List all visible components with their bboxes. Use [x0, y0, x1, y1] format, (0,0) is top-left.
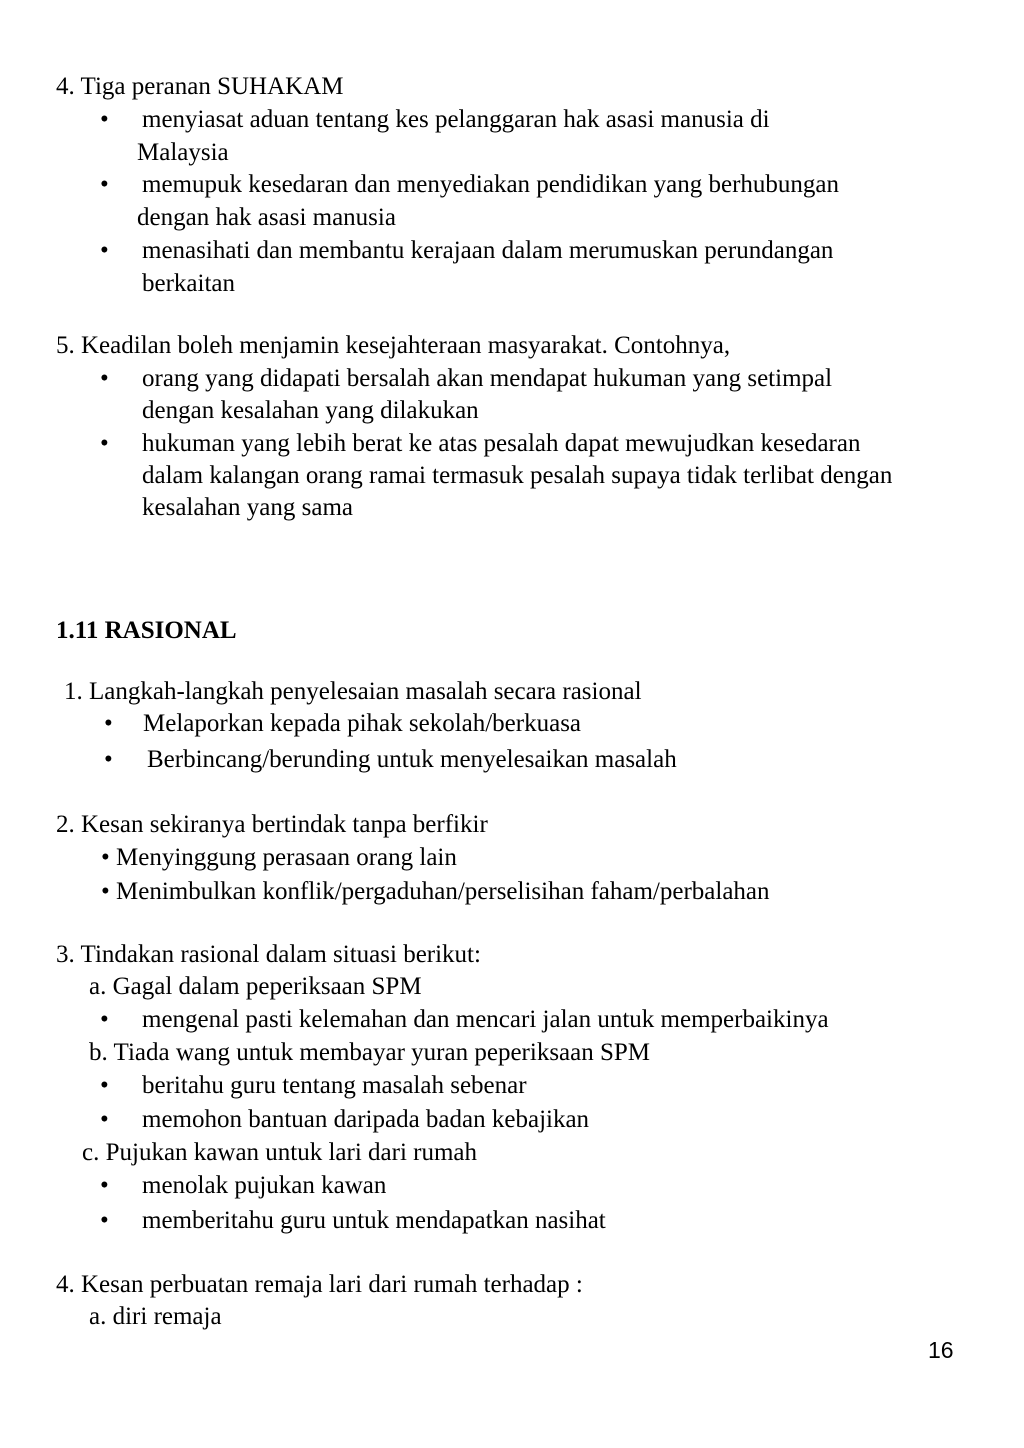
list-item: • Menimbulkan konflik/pergaduhan/perselisihan faham/perbalahan — [101, 878, 770, 905]
section-title: 4. Tiga peranan SUHAKAM — [56, 73, 344, 100]
bullet-icon: • — [100, 106, 109, 133]
list-item-continuation: dengan hak asasi manusia — [137, 204, 396, 231]
list-item: menolak pujukan kawan — [142, 1172, 387, 1199]
list-item-continuation: dengan kesalahan yang dilakukan — [142, 397, 479, 424]
question-title: 1. Langkah-langkah penyelesaian masalah secara rasional — [64, 678, 642, 705]
question-title: 3. Tindakan rasional dalam situasi berikut: — [56, 941, 481, 968]
sub-question: b. Tiada wang untuk membayar yuran peperiksaan SPM — [89, 1039, 651, 1066]
list-item-continuation: kesalahan yang sama — [142, 494, 354, 521]
bullet-icon: • — [100, 1207, 109, 1234]
bullet-icon: • — [100, 430, 109, 457]
list-item: Berbincang/berunding untuk menyelesaikan masalah — [147, 746, 677, 773]
section-title: 5. Keadilan boleh menjamin kesejahteraan masyarakat. Contohnya, — [56, 332, 731, 359]
list-item: menyiasat aduan tentang kes pelanggaran hak asasi manusia di — [142, 106, 770, 133]
list-item-continuation: dalam kalangan orang ramai termasuk pesalah supaya tidak terlibat dengan — [142, 462, 893, 489]
list-item: memohon bantuan daripada badan kebajikan — [142, 1106, 590, 1133]
list-item: mengenal pasti kelemahan dan mencari jalan untuk memperbaikinya — [142, 1006, 829, 1033]
page-number: 16 — [928, 1337, 954, 1363]
list-item: hukuman yang lebih berat ke atas pesalah dapat mewujudkan kesedaran — [142, 430, 861, 457]
list-item: orang yang didapati bersalah akan mendapat hukuman yang setimpal — [142, 365, 833, 392]
section-heading: 1.11 RASIONAL — [56, 617, 237, 644]
bullet-icon: • — [104, 710, 113, 737]
sub-question: a. diri remaja — [89, 1303, 222, 1330]
list-item-continuation: berkaitan — [142, 270, 236, 297]
sub-question: c. Pujukan kawan untuk lari dari rumah — [82, 1139, 478, 1166]
list-item-continuation: Malaysia — [137, 139, 229, 166]
list-item: beritahu guru tentang masalah sebenar — [142, 1072, 527, 1099]
sub-question: a. Gagal dalam peperiksaan SPM — [89, 973, 422, 1000]
bullet-icon: • — [100, 365, 109, 392]
list-item: memupuk kesedaran dan menyediakan pendidikan yang berhubungan — [142, 171, 839, 198]
bullet-icon: • — [100, 1006, 109, 1033]
list-item: • Menyinggung perasaan orang lain — [101, 844, 457, 871]
question-title: 2. Kesan sekiranya bertindak tanpa berfikir — [56, 811, 488, 838]
list-item: Melaporkan kepada pihak sekolah/berkuasa — [143, 710, 582, 737]
list-item: memberitahu guru untuk mendapatkan nasihat — [142, 1207, 606, 1234]
question-title: 4. Kesan perbuatan remaja lari dari rumah terhadap : — [56, 1271, 583, 1298]
bullet-icon: • — [100, 237, 109, 264]
bullet-icon: • — [100, 1072, 109, 1099]
bullet-icon: • — [100, 1106, 109, 1133]
bullet-icon: • — [104, 746, 113, 773]
bullet-icon: • — [100, 171, 109, 198]
list-item: menasihati dan membantu kerajaan dalam merumuskan perundangan — [142, 237, 834, 264]
bullet-icon: • — [100, 1172, 109, 1199]
